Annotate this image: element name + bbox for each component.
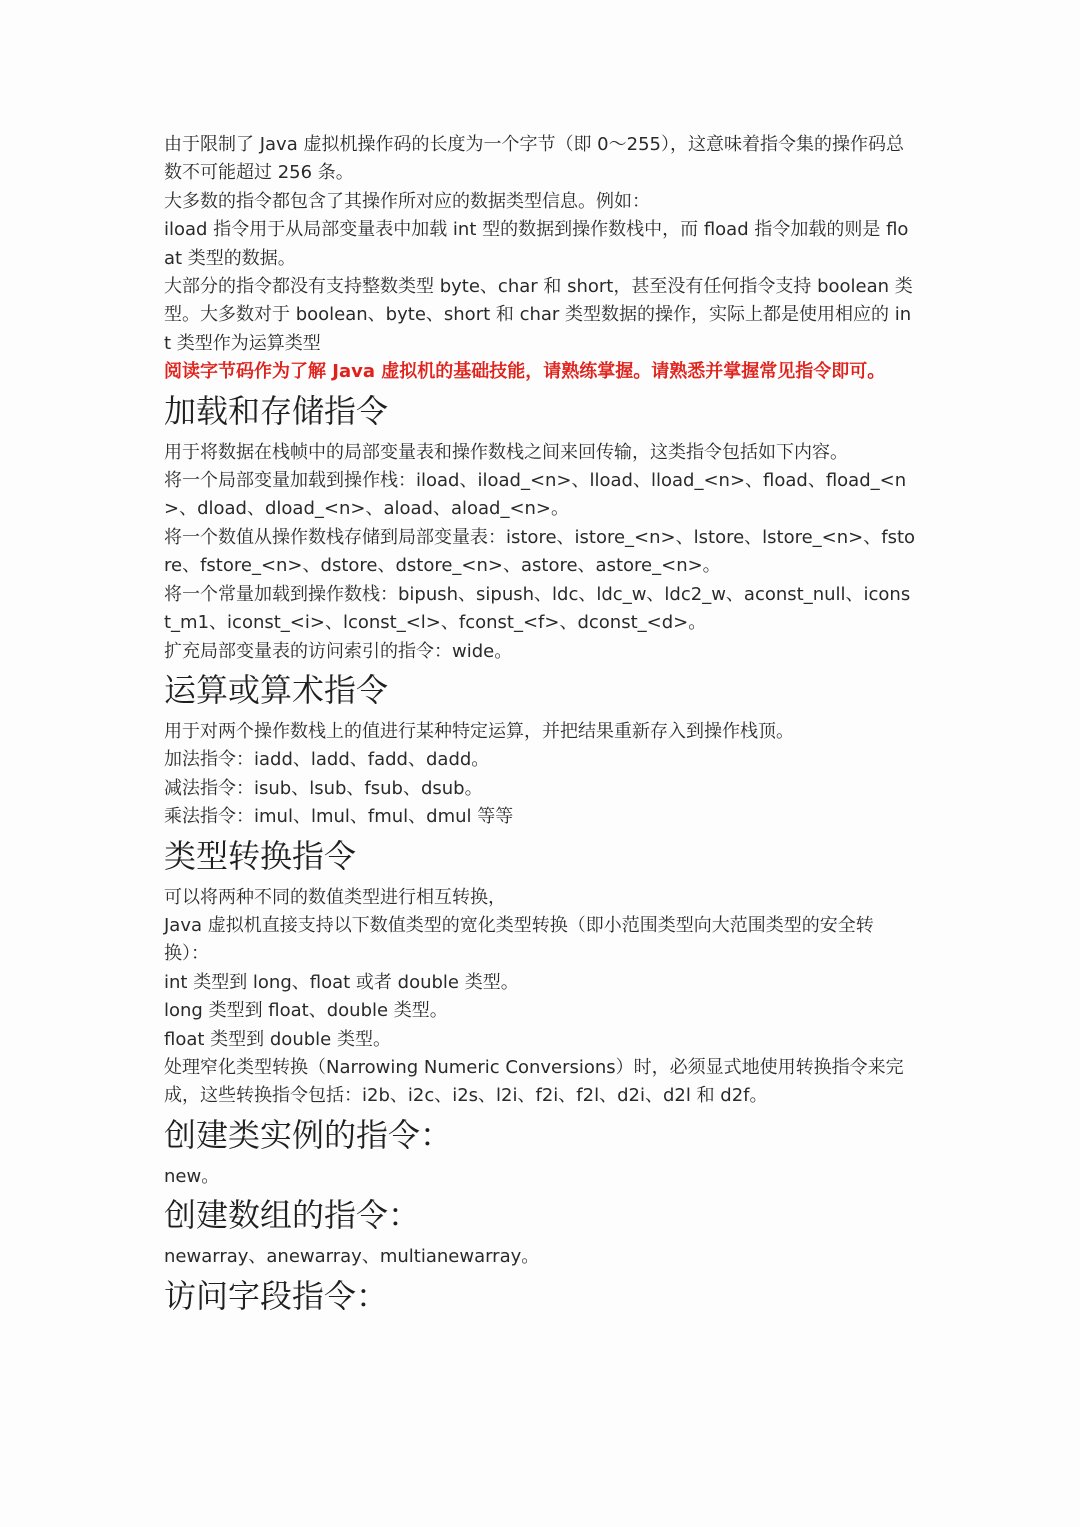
conversion-line-3: int 类型到 long、float 或者 double 类型。 bbox=[164, 971, 519, 993]
load-store-line-1: 用于将数据在栈帧中的局部变量表和操作数栈之间来回传输，这类指令包括如下内容。 bbox=[164, 441, 848, 463]
arithmetic-line-4: 乘法指令：imul、lmul、fmul、dmul 等等 bbox=[164, 806, 514, 828]
conversion-line-2: Java 虚拟机直接支持以下数值类型的宽化类型转换（即小范围类型向大范围类型的安全转换）： bbox=[164, 914, 874, 965]
intro-paragraph-3: iload 指令用于从局部变量表中加载 int 型的数据到操作数栈中，而 fload 指令加载的则是 float 类型的数据。 bbox=[164, 219, 909, 269]
intro-paragraph-2: 大多数的指令都包含了其操作所对应的数据类型信息。例如： bbox=[164, 190, 650, 212]
arithmetic-line-3: 减法指令：isub、lsub、fsub、dsub。 bbox=[164, 777, 483, 799]
section-title-new-instance: 创建类实例的指令： bbox=[164, 1115, 453, 1154]
section-title-arithmetic: 运算或算术指令 bbox=[164, 670, 389, 709]
conversion-line-6: 处理窄化类型转换（Narrowing Numeric Conversions）时，必须显式地使用转换指令来完成，这些转换指令包括：i2b、i2c、i2s、l2i、f2i、f2l、d2i、d2l 和 d2f。 bbox=[164, 1056, 904, 1107]
load-store-line-5: 扩充局部变量表的访问索引的指令：wide。 bbox=[164, 640, 513, 662]
load-store-line-2: 将一个局部变量加载到操作栈：iload、iload_<n>、lload、lload_<n>、fload、fload_<n>、dload、dload_<n>、aload、aload_<n>。 bbox=[164, 470, 907, 520]
conversion-line-4: long 类型到 float、double 类型。 bbox=[164, 1000, 448, 1022]
section-title-load-store: 加载和存储指令 bbox=[164, 391, 389, 430]
load-store-line-3: 将一个数值从操作数栈存储到局部变量表：istore、istore_<n>、lstore、lstore_<n>、fstore、fstore_<n>、dstore、dstore_<n>、astore、astore_<n>。 bbox=[164, 526, 916, 577]
document-body bbox=[164, 131, 916, 1324]
conversion-line-5: float 类型到 double 类型。 bbox=[164, 1028, 391, 1050]
intro-paragraph-1: 由于限制了 Java 虚拟机操作码的长度为一个字节（即 0～255），这意味着指令集的操作码总数不可能超过 256 条。 bbox=[164, 134, 904, 184]
arithmetic-line-1: 用于对两个操作数栈上的值进行某种特定运算，并把结果重新存入到操作栈顶。 bbox=[164, 720, 794, 742]
load-store-line-4: 将一个常量加载到操作数栈：bipush、sipush、ldc、ldc_w、ldc2_w、aconst_null、iconst_m1、iconst_<i>、lconst_<l>、fconst_<f>、dconst_<d>。 bbox=[164, 583, 911, 634]
intro-paragraph-4: 大部分的指令都没有支持整数类型 byte、char 和 short，甚至没有任何指令支持 boolean 类型。大多数对于 boolean、byte、short 和 char 类型数据的操作，实际上都是使用相应的 int 类型作为运算类型 bbox=[164, 276, 913, 354]
new-instance-line-1: new。 bbox=[164, 1165, 220, 1187]
arithmetic-line-2: 加法指令：iadd、ladd、fadd、dadd。 bbox=[164, 749, 490, 771]
conversion-line-1: 可以将两种不同的数值类型进行相互转换， bbox=[164, 886, 506, 908]
section-title-new-array: 创建数组的指令： bbox=[164, 1196, 421, 1235]
section-title-type-conversion: 类型转换指令 bbox=[164, 836, 357, 875]
new-array-line-1: newarray、anewarray、multianewarray。 bbox=[164, 1246, 540, 1268]
highlight-note: 阅读字节码作为了解 Java 虚拟机的基础技能，请熟练掌握。请熟悉并掌握常见指令即可。 bbox=[164, 361, 886, 383]
section-title-field-access: 访问字段指令： bbox=[164, 1276, 389, 1315]
